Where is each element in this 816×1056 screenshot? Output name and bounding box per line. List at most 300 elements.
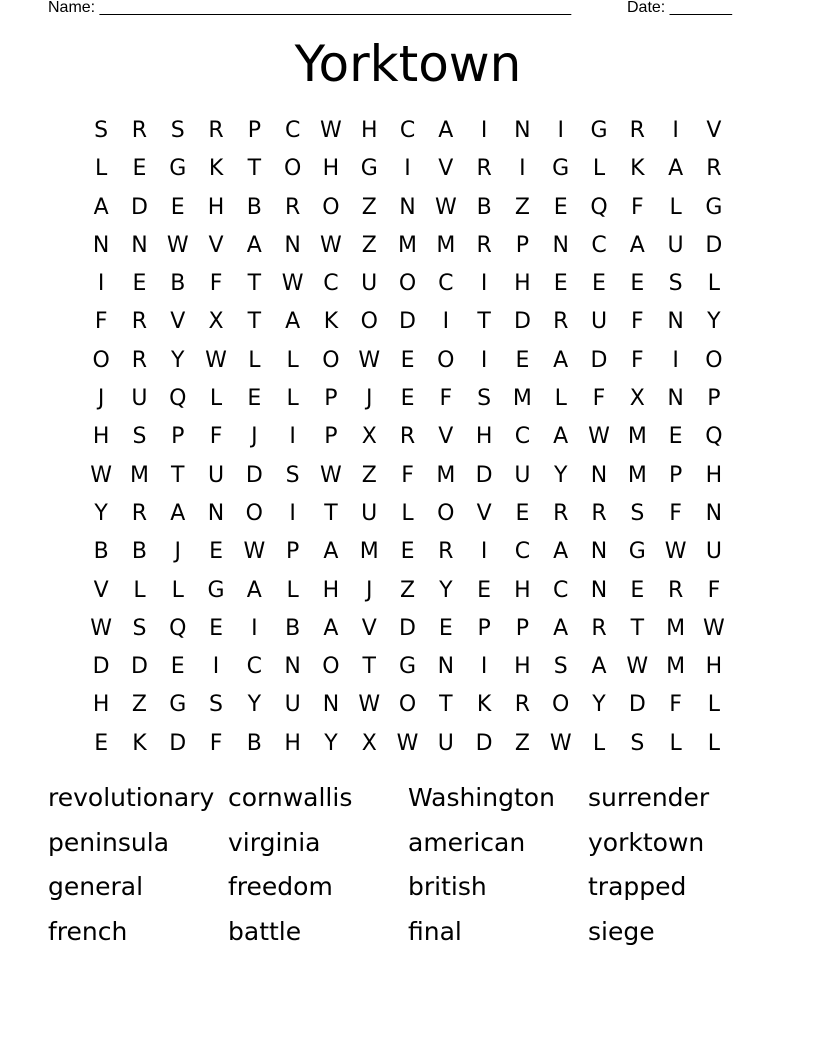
grid-letter: F xyxy=(209,271,223,297)
grid-letter: G xyxy=(360,156,378,182)
grid-letter: B xyxy=(476,194,492,220)
grid-letter: P xyxy=(171,424,185,450)
grid-letter: C xyxy=(591,232,607,258)
grid-letter: X xyxy=(361,730,377,756)
grid-letter: U xyxy=(437,730,454,756)
grid-letter: C xyxy=(399,118,416,143)
grid-letter: S xyxy=(170,118,185,143)
grid-letter: I xyxy=(97,271,105,297)
grid-letter: D xyxy=(245,462,263,488)
grid-letter: R xyxy=(476,232,492,258)
word-list-item: revolutionary xyxy=(48,783,215,812)
grid-letter: J xyxy=(365,386,373,412)
grid-letter: U xyxy=(361,500,378,526)
grid-letter: M xyxy=(666,615,686,641)
grid-letter: W xyxy=(626,654,649,680)
grid-letter: N xyxy=(667,309,684,335)
grid-letter: Y xyxy=(324,730,338,756)
grid-letter: A xyxy=(553,539,569,565)
grid-letter: S xyxy=(94,118,109,143)
grid-letter: A xyxy=(591,654,607,680)
grid-letter: R xyxy=(476,156,492,182)
grid-letter: J xyxy=(97,386,105,412)
grid-letter: P xyxy=(668,462,683,488)
grid-letter: O xyxy=(398,271,417,297)
grid-letter: E xyxy=(170,654,185,680)
grid-letter: E xyxy=(209,539,223,565)
grid-letter: B xyxy=(93,539,109,565)
grid-letter: R xyxy=(399,424,416,450)
grid-letter: C xyxy=(514,539,531,565)
grid-letter: M xyxy=(627,424,647,450)
grid-letter: R xyxy=(131,500,148,526)
grid-letter: V xyxy=(361,615,377,641)
page-title: Yorktown xyxy=(294,35,522,93)
grid-letter: S xyxy=(132,424,147,450)
grid-letter: P xyxy=(324,386,338,412)
grid-letter: T xyxy=(362,654,376,680)
grid-letter: E xyxy=(668,424,683,450)
grid-letter: U xyxy=(590,309,608,335)
word-list-item: british xyxy=(408,872,487,901)
grid-letter: D xyxy=(475,462,493,488)
grid-letter: B xyxy=(170,271,186,297)
grid-letter: N xyxy=(705,500,723,526)
grid-letter: P xyxy=(515,615,530,641)
grid-letter: R xyxy=(131,347,148,373)
grid-letter: I xyxy=(442,309,450,335)
grid-letter: G xyxy=(705,194,723,220)
word-list-item: french xyxy=(48,916,128,946)
grid-letter: F xyxy=(401,462,414,488)
grid-letter: N xyxy=(131,232,148,258)
grid-letter: L xyxy=(95,156,108,182)
grid-letter: H xyxy=(284,730,301,756)
grid-letter: F xyxy=(209,730,223,756)
grid-letter: W xyxy=(703,615,725,641)
grid-letter: W xyxy=(243,539,266,565)
grid-letter: I xyxy=(672,347,679,373)
grid-letter: S xyxy=(553,654,568,680)
grid-letter: E xyxy=(515,347,530,373)
grid-letter: R xyxy=(208,118,224,143)
grid-letter: U xyxy=(705,539,722,565)
grid-letter: H xyxy=(705,654,723,680)
grid-letter: Q xyxy=(705,424,723,450)
grid-letter: O xyxy=(398,692,417,718)
grid-letter: S xyxy=(477,386,492,412)
grid-letter: W xyxy=(166,232,189,258)
grid-letter: I xyxy=(251,615,258,641)
grid-letter: N xyxy=(207,500,225,526)
grid-letter: F xyxy=(439,386,453,412)
grid-letter: K xyxy=(132,730,147,756)
grid-letter: H xyxy=(514,271,531,297)
grid-letter: D xyxy=(590,347,608,373)
grid-letter: W xyxy=(320,118,342,143)
grid-letter: H xyxy=(514,577,531,603)
word-list-item: freedom xyxy=(228,872,333,901)
grid-letter: H xyxy=(92,692,110,718)
word-list-item: trapped xyxy=(588,872,687,901)
grid-letter: U xyxy=(514,462,531,488)
grid-letter: D xyxy=(705,232,723,258)
grid-letter: E xyxy=(400,386,415,412)
grid-letter: T xyxy=(247,271,262,297)
grid-letter: E xyxy=(400,539,415,565)
grid-letter: J xyxy=(251,424,258,450)
grid-letter: V xyxy=(93,577,109,603)
grid-letter: W xyxy=(434,194,457,220)
grid-letter: D xyxy=(130,194,148,220)
grid-letter: Z xyxy=(361,462,377,488)
grid-letter: W xyxy=(358,692,381,718)
grid-letter: L xyxy=(286,386,299,412)
grid-letter: L xyxy=(707,692,721,718)
grid-letter: F xyxy=(630,194,644,220)
grid-letter: B xyxy=(131,539,147,565)
grid-letter: O xyxy=(322,654,340,680)
grid-letter: J xyxy=(365,577,373,603)
grid-letter: G xyxy=(169,692,187,718)
grid-letter: P xyxy=(477,615,491,641)
grid-letter: U xyxy=(361,271,378,297)
grid-letter: I xyxy=(212,654,220,680)
grid-letter: S xyxy=(209,692,224,718)
grid-letter: P xyxy=(707,386,721,412)
grid-letter: R xyxy=(667,577,684,603)
grid-letter: W xyxy=(90,462,113,488)
grid-letter: U xyxy=(131,386,148,412)
word-list-item: Washington xyxy=(408,783,555,812)
grid-letter: N xyxy=(284,232,301,258)
grid-letter: C xyxy=(438,271,454,297)
word-list-item: final xyxy=(408,916,462,946)
grid-letter: J xyxy=(174,539,181,565)
grid-letter: C xyxy=(246,654,263,680)
grid-letter: M xyxy=(359,539,379,565)
grid-letter: G xyxy=(398,654,417,680)
grid-letter: F xyxy=(669,692,682,718)
grid-letter: S xyxy=(630,500,645,526)
grid-letter: H xyxy=(514,654,531,680)
grid-letter: R xyxy=(706,156,722,182)
grid-letter: Z xyxy=(131,692,147,718)
grid-letter: P xyxy=(247,118,261,143)
grid-letter: N xyxy=(399,194,416,220)
grid-letter: A xyxy=(323,615,339,641)
grid-letter: I xyxy=(404,156,411,182)
grid-letter: A xyxy=(629,232,645,258)
grid-letter: L xyxy=(133,577,146,603)
grid-letter: S xyxy=(285,462,300,488)
grid-letter: U xyxy=(207,462,225,488)
grid-letter: E xyxy=(592,271,606,297)
grid-letter: I xyxy=(480,539,488,565)
grid-letter: M xyxy=(398,232,418,258)
word-list xyxy=(48,776,768,954)
grid-letter: L xyxy=(209,386,223,412)
grid-letter: E xyxy=(132,156,147,182)
grid-letter: Y xyxy=(707,309,721,335)
grid-letter: N xyxy=(590,577,608,603)
grid-letter: V xyxy=(706,118,722,143)
grid-letter: N xyxy=(552,232,569,258)
word-list-item: general xyxy=(48,872,144,901)
grid-letter: N xyxy=(92,232,110,258)
grid-letter: P xyxy=(515,232,530,258)
grid-letter: M xyxy=(129,462,149,488)
grid-letter: K xyxy=(630,156,645,182)
grid-letter: I xyxy=(480,271,488,297)
grid-letter: A xyxy=(246,232,262,258)
grid-letter: Y xyxy=(553,462,568,488)
grid-letter: E xyxy=(209,615,223,641)
grid-letter: O xyxy=(322,194,340,220)
grid-letter: I xyxy=(289,500,296,526)
grid-letter: L xyxy=(669,194,682,220)
grid-letter: E xyxy=(132,271,147,297)
grid-letter: B xyxy=(246,194,262,220)
grid-letter: R xyxy=(131,309,148,335)
grid-letter: O xyxy=(552,692,570,718)
grid-letter: Z xyxy=(361,194,377,220)
grid-letter: O xyxy=(92,347,110,373)
grid-letter: O xyxy=(360,309,378,335)
word-list-item: siege xyxy=(588,916,655,946)
grid-letter: B xyxy=(246,730,262,756)
grid-letter: V xyxy=(438,424,454,450)
grid-letter: L xyxy=(286,577,299,603)
grid-letter: T xyxy=(171,462,185,488)
grid-letter: E xyxy=(400,347,415,373)
grid-letter: K xyxy=(208,156,224,182)
grid-letter: I xyxy=(557,118,564,143)
grid-letter: H xyxy=(92,424,110,450)
grid-letter: E xyxy=(553,271,568,297)
grid-letter: O xyxy=(245,500,263,526)
grid-letter: W xyxy=(320,462,342,488)
grid-letter: R xyxy=(284,194,301,220)
grid-letter: A xyxy=(285,309,301,335)
grid-letter: M xyxy=(512,386,532,412)
grid-letter: E xyxy=(477,577,492,603)
grid-letter: M xyxy=(627,462,647,488)
grid-letter: L xyxy=(248,347,261,373)
grid-letter: W xyxy=(90,615,113,641)
grid-letter: Y xyxy=(171,347,185,373)
grid-letter: W xyxy=(205,347,227,373)
grid-letter: A xyxy=(93,194,109,220)
header-line xyxy=(48,0,748,20)
grid-letter: Y xyxy=(592,692,606,718)
grid-letter: Q xyxy=(590,194,608,220)
grid-letter: B xyxy=(285,615,301,641)
grid-letter: F xyxy=(592,386,606,412)
grid-letter: D xyxy=(92,654,110,680)
grid-letter: W xyxy=(664,539,687,565)
grid-letter: H xyxy=(322,577,340,603)
grid-letter: W xyxy=(320,232,342,258)
grid-letter: N xyxy=(322,692,340,718)
grid-letter: G xyxy=(169,156,187,182)
grid-letter: O xyxy=(437,500,455,526)
grid-letter: E xyxy=(630,577,645,603)
grid-letter: T xyxy=(630,615,645,641)
grid-letter: O xyxy=(437,347,455,373)
grid-letter: L xyxy=(707,730,721,756)
grid-letter: V xyxy=(208,232,224,258)
grid-letter: U xyxy=(284,692,301,718)
grid-letter: F xyxy=(94,309,108,335)
grid-letter: R xyxy=(131,118,148,143)
grid-letter: T xyxy=(247,156,262,182)
grid-letter: S xyxy=(630,730,645,756)
grid-letter: N xyxy=(667,386,684,412)
grid-letter: C xyxy=(323,271,339,297)
word-list-item: surrender xyxy=(588,783,710,812)
grid-letter: C xyxy=(514,424,531,450)
grid-letter: A xyxy=(553,615,569,641)
grid-letter: R xyxy=(514,692,531,718)
word-list-item: cornwallis xyxy=(228,783,353,812)
grid-letter: M xyxy=(666,654,686,680)
grid-letter: E xyxy=(94,730,109,756)
grid-letter: H xyxy=(705,462,723,488)
grid-letter: D xyxy=(628,692,646,718)
grid-letter: I xyxy=(480,118,488,143)
grid-letter: F xyxy=(630,347,644,373)
grid-letter: A xyxy=(438,118,454,143)
grid-letter: I xyxy=(480,347,488,373)
word-search-grid xyxy=(82,112,733,763)
grid-letter: E xyxy=(553,194,568,220)
grid-letter: G xyxy=(207,577,225,603)
name-field-label: Name: _____________________________________________________ xyxy=(48,0,572,16)
grid-letter: P xyxy=(324,424,338,450)
grid-letter: R xyxy=(591,615,607,641)
grid-letter: Y xyxy=(247,692,262,718)
grid-letter: A xyxy=(553,424,569,450)
grid-letter: W xyxy=(396,730,419,756)
grid-letter: A xyxy=(323,539,339,565)
grid-letter: L xyxy=(592,156,606,182)
grid-letter: H xyxy=(475,424,493,450)
grid-letter: H xyxy=(322,156,340,182)
grid-letter: E xyxy=(438,615,453,641)
grid-letter: A xyxy=(170,500,186,526)
word-list-item: american xyxy=(408,827,526,857)
grid-letter: E xyxy=(515,500,530,526)
grid-letter: V xyxy=(170,309,186,335)
grid-letter: L xyxy=(554,386,567,412)
grid-letter: A xyxy=(553,347,569,373)
grid-letter: Q xyxy=(169,386,187,412)
grid-letter: T xyxy=(477,309,491,335)
grid-letter: E xyxy=(630,271,645,297)
grid-letter: G xyxy=(628,539,646,565)
grid-letter: N xyxy=(437,654,455,680)
grid-letter: Z xyxy=(399,577,416,603)
grid-letter: Z xyxy=(514,730,530,756)
word-list-item: virginia xyxy=(228,827,321,857)
grid-letter: Q xyxy=(169,615,187,641)
grid-letter: N xyxy=(284,654,301,680)
grid-letter: F xyxy=(707,577,721,603)
grid-letter: I xyxy=(480,654,488,680)
grid-letter: C xyxy=(284,118,301,143)
grid-letter: O xyxy=(705,347,723,373)
grid-letter: S xyxy=(668,271,683,297)
grid-letter: E xyxy=(170,194,185,220)
grid-letter: R xyxy=(553,309,569,335)
grid-letter: Y xyxy=(94,500,108,526)
grid-letter: W xyxy=(549,730,572,756)
grid-letter: W xyxy=(588,424,610,450)
grid-letter: A xyxy=(668,156,684,182)
grid-letter: S xyxy=(132,615,147,641)
grid-letter: L xyxy=(669,730,682,756)
grid-letter: X xyxy=(208,309,224,335)
grid-letter: I xyxy=(672,118,679,143)
grid-letter: Y xyxy=(439,577,453,603)
grid-letter: D xyxy=(130,654,148,680)
grid-letter: R xyxy=(553,500,569,526)
grid-letter: L xyxy=(286,347,299,373)
grid-letter: M xyxy=(436,232,456,258)
grid-letter: F xyxy=(630,309,644,335)
grid-letter: C xyxy=(553,577,569,603)
grid-letter: P xyxy=(285,539,300,565)
grid-letter: D xyxy=(475,730,493,756)
grid-letter: R xyxy=(629,118,645,143)
grid-letter: W xyxy=(281,271,304,297)
grid-letter: N xyxy=(590,539,608,565)
grid-letter: I xyxy=(289,424,296,450)
grid-letter: V xyxy=(438,156,454,182)
word-list-item: peninsula xyxy=(48,827,170,857)
grid-letter: T xyxy=(247,309,262,335)
grid-letter: L xyxy=(171,577,184,603)
grid-letter: X xyxy=(361,424,377,450)
grid-letter: M xyxy=(436,462,456,488)
grid-letter: G xyxy=(552,156,570,182)
grid-letter: F xyxy=(669,500,682,526)
grid-letter: I xyxy=(519,156,526,182)
grid-letter: A xyxy=(246,577,262,603)
grid-letter: F xyxy=(209,424,223,450)
grid-letter: H xyxy=(360,118,378,143)
grid-letter: K xyxy=(323,309,339,335)
grid-letter: Z xyxy=(514,194,530,220)
grid-letter: R xyxy=(438,539,454,565)
grid-letter: L xyxy=(401,500,414,526)
grid-letter: Z xyxy=(361,232,377,258)
grid-letter: O xyxy=(283,156,302,182)
date-field-label: Date: _______ xyxy=(627,0,732,16)
grid-letter: X xyxy=(629,386,645,412)
grid-letter: T xyxy=(439,692,453,718)
grid-letter: K xyxy=(476,692,492,718)
grid-letter: G xyxy=(590,118,608,143)
word-list-item: battle xyxy=(228,916,302,946)
grid-letter: D xyxy=(169,730,187,756)
grid-letter: V xyxy=(476,500,492,526)
grid-letter: H xyxy=(207,194,225,220)
grid-letter: W xyxy=(358,347,381,373)
grid-letter: N xyxy=(514,118,531,143)
grid-letter: R xyxy=(591,500,607,526)
